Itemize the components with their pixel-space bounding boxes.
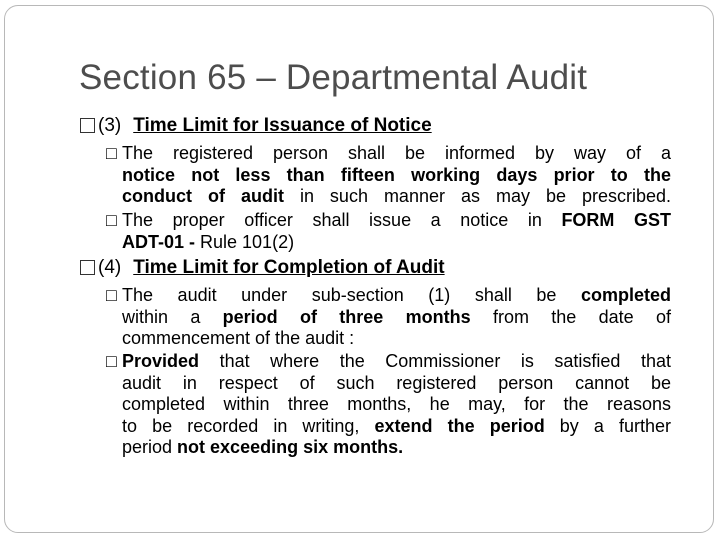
text-line: commencement of the audit : xyxy=(122,328,355,348)
text-line: □ The proper officer shall issue a notice in FORM GST xyxy=(106,210,672,230)
section-3-heading: Time Limit for Issuance of Notice xyxy=(133,115,432,136)
bullet-square-icon: □ xyxy=(106,143,117,163)
section-3-number: (3) xyxy=(98,115,122,136)
text-line: audit in respect of such registered person cannot be xyxy=(122,372,671,393)
text-line: period not exceeding six months. xyxy=(122,437,404,457)
text-line: notice not less than fifteen working days prior to the xyxy=(122,164,671,185)
text-line: □ The audit under sub-section (1) shall be completed xyxy=(106,285,671,305)
section-4-paragraph-2 xyxy=(106,351,671,459)
text-line: conduct of audit in such manner as may be prescribed. xyxy=(122,186,671,206)
section-4-paragraph-1 xyxy=(106,285,671,350)
text-line: □ Provided that where the Commissioner is satisfied that xyxy=(106,351,671,371)
section-3-paragraph-2 xyxy=(106,210,671,253)
text-line: completed within three months, he may, for the reasons xyxy=(122,394,671,414)
bullet-square-icon: □ xyxy=(106,210,117,230)
bullet-square-icon: □ xyxy=(106,285,117,305)
checkbox-bullet-icon xyxy=(80,118,95,133)
section-3-heading-row xyxy=(80,115,432,137)
checkbox-bullet-icon xyxy=(80,260,95,275)
text-line: within a period of three months from the date of xyxy=(122,306,671,327)
text-line: □ The registered person shall be informed by way of a xyxy=(106,143,671,163)
section-4-heading: Time Limit for Completion of Audit xyxy=(133,257,445,278)
page-title: Section 65 – Departmental Audit xyxy=(79,58,588,97)
section-4-heading-row xyxy=(80,257,445,279)
section-4-number: (4) xyxy=(98,257,122,278)
text-line: to be recorded in writing, extend the period by a further xyxy=(122,415,671,436)
bullet-square-icon: □ xyxy=(106,351,117,371)
text-line: ADT-01 - Rule 101(2) xyxy=(122,231,295,252)
section-3-paragraph-1 xyxy=(106,143,671,208)
